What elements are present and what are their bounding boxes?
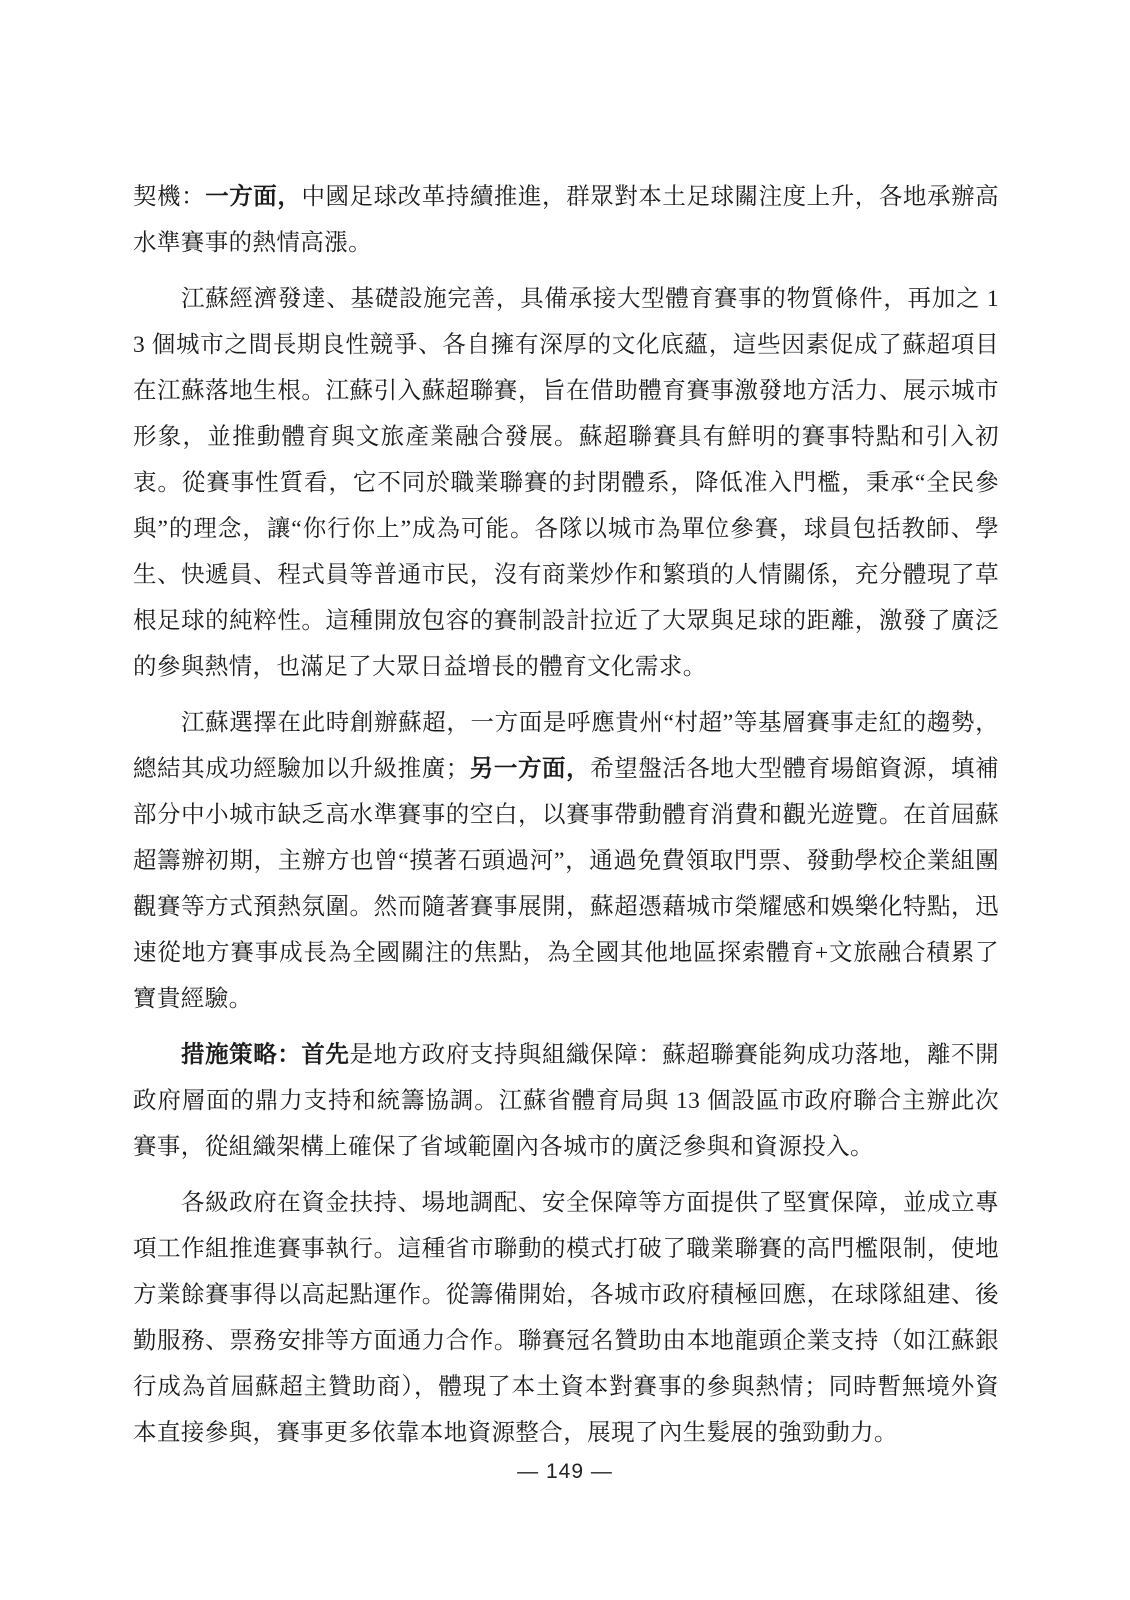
text-run: 江蘇經濟發達、基礎設施完善，具備承接大型體育賽事的物質條件，再加之 13 個城市之間長期良性競爭、各自擁有深厚的文化底蘊，這些因素促成了蘇超項目在江蘇落地生根。江蘇引入蘇超聯賽，旨在借助體育賽事激發地方活力、展示城市形象，並推動體育與文旅產業融合發展。蘇超聯賽具有鮮明的賽事特點和引入初衷。從賽事性質看，它不同於職業聯賽的封閉體系，降低准入門檻，秉承“全民參與”的理念，讓“你行你上”成為可能。各隊以城市為單位參賽，球員包括教師、學生、快遞員、程式員等普通市民，沒有商業炒作和繁瑣的人情關係，充分體現了草根足球的純粹性。這種開放包容的賽制設計拉近了大眾與足球的距離，激發了廣泛的參與熱情，也滿足了大眾日益增長的體育文化需求。 [133,286,999,680]
text-run: 是地方政府支持與組織保障：蘇超聯賽能夠成功落地，離不開政府層面的鼎力支持和統籌協調。江蘇省體育局與 13 個設區市政府聯合主辦此次賽事，從組織架構上確保了省域範圍內各城市的廣泛參與和資源投入。 [133,1042,999,1160]
page-number: — 149 — [517,1460,613,1483]
paragraph-5 [133,1180,999,1456]
text-run: 中國足球改革持續推進，群眾對本土足球關注度上升，各地承辦高水準賽事的熱情高漲。 [133,184,999,256]
text-run: 各級政府在資金扶持、場地調配、安全保障等方面提供了堅實保障，並成立專項工作組推進賽事執行。這種省市聯動的模式打破了職業聯賽的高門檻限制，使地方業餘賽事得以高起點運作。從籌備開始，各城市政府積極回應，在球隊組建、後勤服務、票務安排等方面通力合作。聯賽冠名贊助由本地龍頭企業支持（如江蘇銀行成為首屆蘇超主贊助商），體現了本土資本對賽事的參與熱情；同時暫無境外資本直接參與，賽事更多依靠本地資源整合，展現了內生髮展的強勁動力。 [133,1190,999,1446]
paragraph-3 [133,700,999,1022]
bold-text-run: 措施策略：首先 [181,1042,350,1068]
text-run: 江蘇選擇在此時創辦蘇超，一方面是呼應貴州“村超”等基層賽事走紅的趨勢，總結其成功經驗加以升級推廣； [133,710,999,782]
paragraphs [133,174,999,1466]
paragraph-2 [133,276,999,690]
bold-text-run: 一方面， [205,184,302,210]
text-run: 契機： [133,184,206,210]
paragraph-1 [133,174,999,266]
text-run: 希望盤活各地大型體育場館資源，填補部分中小城市缺乏高水準賽事的空白，以賽事帶動體育消費和觀光遊覽。在首屆蘇超籌辦初期，主辦方也曾“摸著石頭過河”，通過免費領取門票、發動學校企業組團觀賽等方式預熱氛圍。然而隨著賽事展開，蘇超憑藉城市榮耀感和娛樂化特點，迅速從地方賽事成長為全國關注的焦點，為全國其他地區探索體育+文旅融合積累了寶貴經驗。 [133,756,999,1012]
bold-text-run: 另一方面， [469,756,591,782]
paragraph-4 [133,1032,999,1170]
